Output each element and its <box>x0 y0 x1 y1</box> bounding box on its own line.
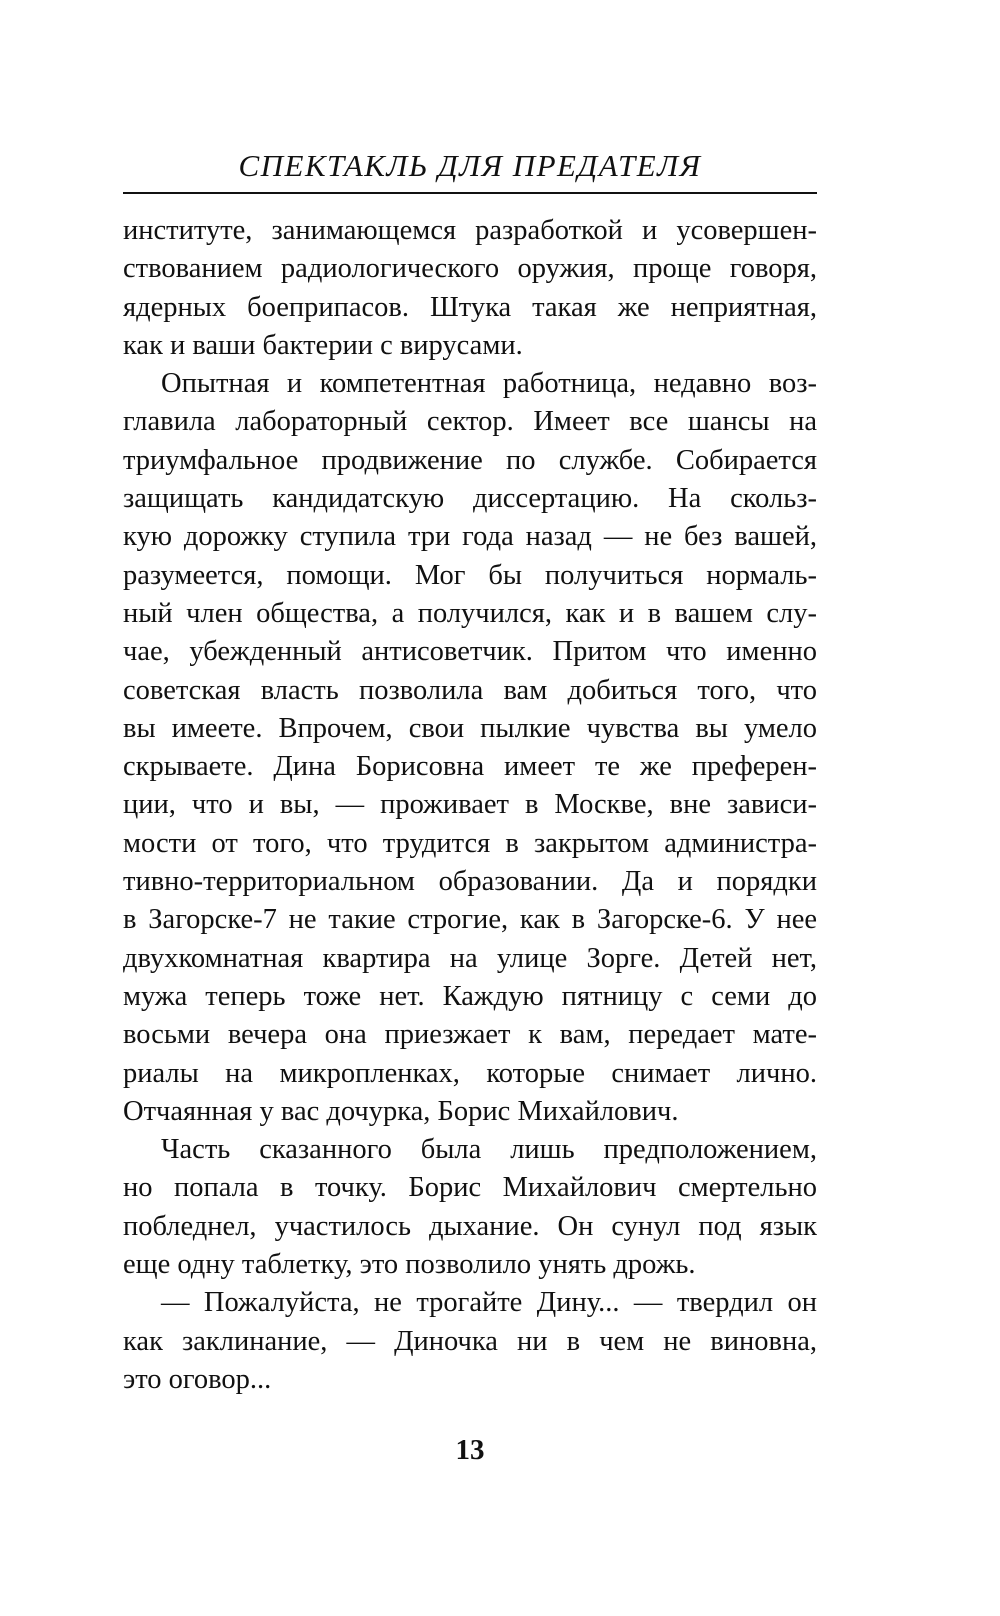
text-line: тивно-территориальном образовании. Да и порядки <box>123 866 817 898</box>
text-line: ядерных боеприпасов. Штука такая же неприятная, <box>123 291 817 323</box>
header-divider <box>123 192 817 194</box>
text-line: ный член общества, а получился, как и в вашем слу- <box>123 597 817 629</box>
text-line: еще одну таблетку, это позволило унять дрожь. <box>123 1249 696 1281</box>
text-line: Отчаянная у вас дочурка, Борис Михайлович. <box>123 1095 679 1127</box>
text-line: мости от того, что трудится в закрытом администра- <box>123 827 817 859</box>
text-line: это оговор... <box>123 1363 272 1395</box>
text-line: кую дорожку ступила три года назад — не без вашей, <box>123 521 817 553</box>
text-line: — Пожалуйста, не трогайте Дину... — твердил он <box>161 1287 817 1319</box>
text-line: восьми вечера она приезжает к вам, передает мате- <box>123 1019 817 1051</box>
text-line: но попала в точку. Борис Михайлович смертельно <box>123 1172 817 1204</box>
text-line: мужа теперь тоже нет. Каждую пятницу с семи до <box>123 980 817 1012</box>
text-line: ции, что и вы, — проживает в Москве, вне зависи- <box>123 789 817 821</box>
text-line: скрываете. Дина Борисовна имеет те же преферен- <box>123 751 817 783</box>
text-line: главила лабораторный сектор. Имеет все шансы на <box>123 406 817 438</box>
text-line: побледнел, участилось дыхание. Он сунул под язык <box>123 1210 817 1242</box>
text-line: чае, убежденный антисоветчик. Притом что именно <box>123 636 817 668</box>
text-line: двухкомнатная квартира на улице Зорге. Детей нет, <box>123 942 817 974</box>
running-head-title: СПЕКТАКЛЬ ДЛЯ ПРЕДАТЕЛЯ <box>238 148 702 183</box>
text-line: разумеется, помощи. Мог бы получиться нормаль- <box>123 559 817 591</box>
page-number: 13 <box>455 1434 485 1466</box>
text-line: триумфальное продвижение по службе. Собирается <box>123 444 817 476</box>
text-line: защищать кандидатскую диссертацию. На скольз- <box>123 483 817 515</box>
text-line: Опытная и компетентная работница, недавно воз- <box>161 368 817 400</box>
text-line: ствованием радиологического оружия, проще говоря, <box>123 253 817 285</box>
body-text <box>123 212 817 1399</box>
text-line: вы имеете. Впрочем, свои пылкие чувства вы умело <box>123 712 817 744</box>
text-line: Часть сказанного была лишь предположением, <box>161 1134 817 1166</box>
text-line: институте, занимающемся разработкой и усовершен- <box>123 215 817 246</box>
text-line: риалы на микропленках, которые снимает лично. <box>123 1057 817 1089</box>
text-line: как заклинание, — Диночка ни в чем не виновна, <box>123 1325 817 1357</box>
text-line: как и ваши бактерии с вирусами. <box>123 329 523 361</box>
text-line: советская власть позволила вам добиться того, что <box>123 674 817 706</box>
text-line: в Загорске-7 не такие строгие, как в Загорске-6. У нее <box>123 904 817 936</box>
